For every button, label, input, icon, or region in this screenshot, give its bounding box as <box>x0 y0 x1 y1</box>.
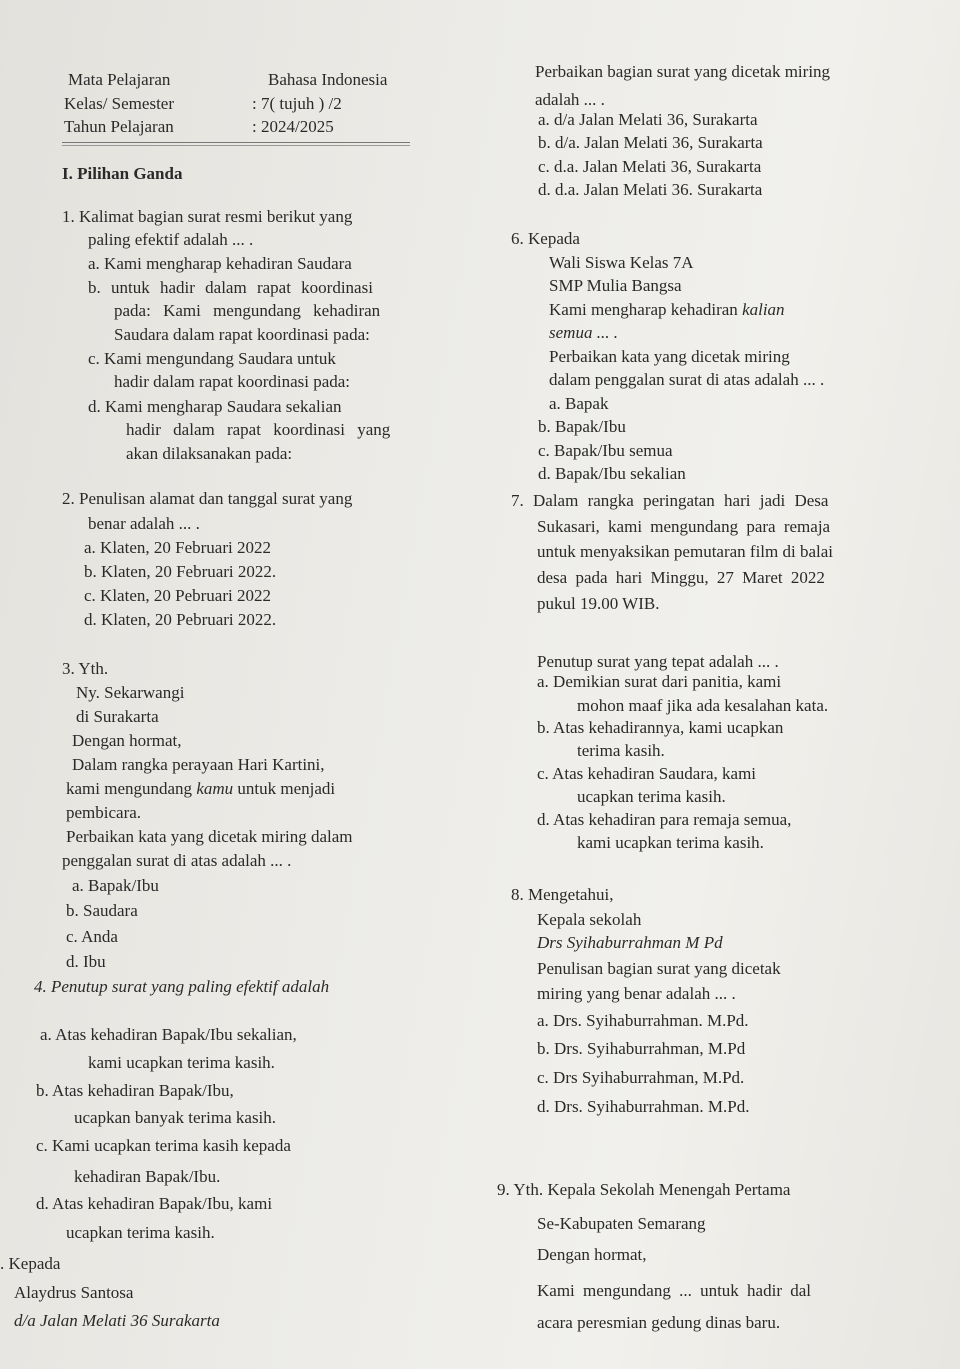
q3-option-a: a. Bapak/Ibu <box>72 876 159 895</box>
q5-letter-address: d/a Jalan Melati 36 Surakarta <box>14 1311 220 1330</box>
q1-option-c-2: hadir dalam rapat koordinasi pada: <box>114 372 351 391</box>
q5-option-a: a. d/a Jalan Melati 36, Surakarta <box>538 110 758 129</box>
q3-stem: 3. Yth. <box>62 659 109 678</box>
q6-letter-name: Wali Siswa Kelas 7A <box>549 253 694 272</box>
q2-stem: 2. Penulisan alamat dan tanggal surat yang <box>62 489 353 508</box>
q9-letter-body: Kami mengundang ... untuk hadir dal <box>537 1281 812 1300</box>
q7-option-c-2: ucapkan terima kasih. <box>577 787 726 806</box>
q8-option-d: d. Drs. Syihaburrahman. M.Pd. <box>537 1097 750 1116</box>
header-divider <box>62 142 410 143</box>
q6-option-c: c. Bapak/Ibu semua <box>538 441 673 460</box>
q6-letter-body: Kami mengharap kehadiran kalian <box>549 300 785 319</box>
q6-letter-school: SMP Mulia Bangsa <box>549 276 682 295</box>
q8-option-c: c. Drs Syihaburrahman, M.Pd. <box>537 1068 745 1087</box>
q8-question-2: miring yang benar adalah ... . <box>537 984 736 1003</box>
q4-option-a: a. Atas kehadiran Bapak/Ibu sekalian, <box>40 1025 297 1044</box>
q1-option-d-2: hadir dalam rapat koordinasi yang <box>126 420 391 439</box>
q4-option-d-2: ucapkan terima kasih. <box>66 1223 215 1242</box>
q5-option-c: c. d.a. Jalan Melati 36, Surakarta <box>538 157 762 176</box>
q1-option-b-2: pada: Kami mengundang kehadiran <box>114 301 381 320</box>
year-value: : 2024/2025 <box>252 117 334 136</box>
q7-option-b-2: terima kasih. <box>577 741 665 760</box>
q5-option-b: b. d/a. Jalan Melati 36, Surakarta <box>538 133 763 152</box>
q4-option-c: c. Kami ucapkan terima kasih kepada <box>36 1136 291 1155</box>
section-title: I. Pilihan Ganda <box>62 164 183 183</box>
q8-question: Penulisan bagian surat yang dicetak <box>537 959 781 978</box>
q1-stem-2: paling efektif adalah ... . <box>88 230 254 249</box>
q3-letter-body-3: pembicara. <box>66 803 142 822</box>
q1-option-a: a. Kami mengharap kehadiran Saudara <box>88 254 352 273</box>
q2-option-a: a. Klaten, 20 Februari 2022 <box>84 538 271 557</box>
q6-question: Perbaikan kata yang dicetak miring <box>549 347 790 366</box>
q6-option-d: d. Bapak/Ibu sekalian <box>538 464 686 483</box>
class-label: Kelas/ Semester <box>64 94 174 113</box>
q9-letter-place: Se-Kabupaten Semarang <box>537 1214 706 1233</box>
q7-option-c: c. Atas kehadiran Saudara, kami <box>537 764 757 783</box>
q3-option-d: d. Ibu <box>66 952 106 971</box>
q7-stem-5: pukul 19.00 WIB. <box>537 594 660 613</box>
q4-option-b: b. Atas kehadiran Bapak/Ibu, <box>36 1081 234 1100</box>
q8-option-b: b. Drs. Syihaburrahman, M.Pd <box>537 1039 746 1058</box>
q6-italic-word: kalian <box>742 300 785 319</box>
q3-option-c: c. Anda <box>66 927 118 946</box>
q8-stem: 8. Mengetahui, <box>511 885 614 904</box>
year-label: Tahun Pelajaran <box>64 117 174 136</box>
q8-letter-name: Drs Syihaburrahman M Pd <box>537 933 723 952</box>
q8-letter-title: Kepala sekolah <box>537 910 642 929</box>
q7-option-d-2: kami ucapkan terima kasih. <box>577 833 764 852</box>
class-value: : 7( tujuh ) /2 <box>252 94 342 113</box>
q4-option-c-2: kehadiran Bapak/Ibu. <box>74 1167 221 1186</box>
q3-letter-body-2: kami mengundang kamu untuk menjadi <box>66 779 336 798</box>
q9-stem: 9. Yth. Kepala Sekolah Menengah Pertama <box>497 1180 791 1199</box>
q5-question-2: adalah ... . <box>535 90 605 109</box>
q4-option-a-2: kami ucapkan terima kasih. <box>88 1053 275 1072</box>
q1-option-b-3: Saudara dalam rapat koordinasi pada: <box>114 325 370 344</box>
q3-letter-name: Ny. Sekarwangi <box>76 683 185 702</box>
q9-letter-greeting: Dengan hormat, <box>537 1245 647 1264</box>
q7-option-a: a. Demikian surat dari panitia, kami <box>537 672 782 691</box>
q7-option-b: b. Atas kehadirannya, kami ucapkan <box>537 718 784 737</box>
q4-stem: 4. Penutup surat yang paling efektif adalah <box>34 977 330 996</box>
q7-option-a-2: mohon maaf jika ada kesalahan kata. <box>577 696 829 715</box>
subject-value: Bahasa Indonesia <box>268 70 388 89</box>
q4-option-b-2: ucapkan banyak terima kasih. <box>74 1108 277 1127</box>
q2-option-b: b. Klaten, 20 Februari 2022. <box>84 562 277 581</box>
q3-option-b: b. Saudara <box>66 901 138 920</box>
q2-option-c: c. Klaten, 20 Pebruari 2022 <box>84 586 271 605</box>
q3-letter-greeting: Dengan hormat, <box>72 731 182 750</box>
q3-italic-word: kamu <box>196 779 234 798</box>
q7-option-d: d. Atas kehadiran para remaja semua, <box>537 810 792 829</box>
q3-question: Perbaikan kata yang dicetak miring dalam <box>66 827 353 846</box>
q9-letter-body-2: acara peresmian gedung dinas baru. <box>537 1313 781 1332</box>
q3-question-2: penggalan surat di atas adalah ... . <box>62 851 292 870</box>
q5-stem: . Kepada <box>0 1254 61 1273</box>
q5-question: Perbaikan bagian surat yang dicetak miring <box>535 62 831 81</box>
q6-letter-body-2: semua ... . <box>549 323 618 342</box>
q1-stem: 1. Kalimat bagian surat resmi berikut yang <box>62 207 353 226</box>
q7-question: Penutup surat yang tepat adalah ... . <box>537 652 779 671</box>
q7-stem-4: desa pada hari Minggu, 27 Maret 2022 <box>537 568 825 587</box>
q7-stem: 7. Dalam rangka peringatan hari jadi Desa <box>511 491 829 510</box>
q7-stem-2: Sukasari, kami mengundang para remaja <box>537 517 831 536</box>
header-divider-2 <box>62 145 410 146</box>
q6-question-2: dalam penggalan surat di atas adalah ... . <box>549 370 825 389</box>
q1-option-b: b. untuk hadir dalam rapat koordinasi <box>88 278 373 297</box>
q6-option-b: b. Bapak/Ibu <box>538 417 626 436</box>
q5-letter-name: Alaydrus Santosa <box>14 1283 134 1302</box>
q2-stem-2: benar adalah ... . <box>88 514 200 533</box>
subject-label: Mata Pelajaran <box>68 70 171 89</box>
q6-option-a: a. Bapak <box>549 394 609 413</box>
q5-option-d: d. d.a. Jalan Melati 36. Surakarta <box>538 180 763 199</box>
q3-letter-body: Dalam rangka perayaan Hari Kartini, <box>72 755 325 774</box>
q1-option-d: d. Kami mengharap Saudara sekalian <box>88 397 342 416</box>
q6-stem: 6. Kepada <box>511 229 580 248</box>
q3-letter-place: di Surakarta <box>76 707 159 726</box>
q7-stem-3: untuk menyaksikan pemutaran film di balai <box>537 542 834 561</box>
q1-option-d-3: akan dilaksanakan pada: <box>126 444 293 463</box>
q8-option-a: a. Drs. Syihaburrahman. M.Pd. <box>537 1011 749 1030</box>
q1-option-c: c. Kami mengundang Saudara untuk <box>88 349 336 368</box>
q2-option-d: d. Klaten, 20 Pebruari 2022. <box>84 610 277 629</box>
q4-option-d: d. Atas kehadiran Bapak/Ibu, kami <box>36 1194 273 1213</box>
